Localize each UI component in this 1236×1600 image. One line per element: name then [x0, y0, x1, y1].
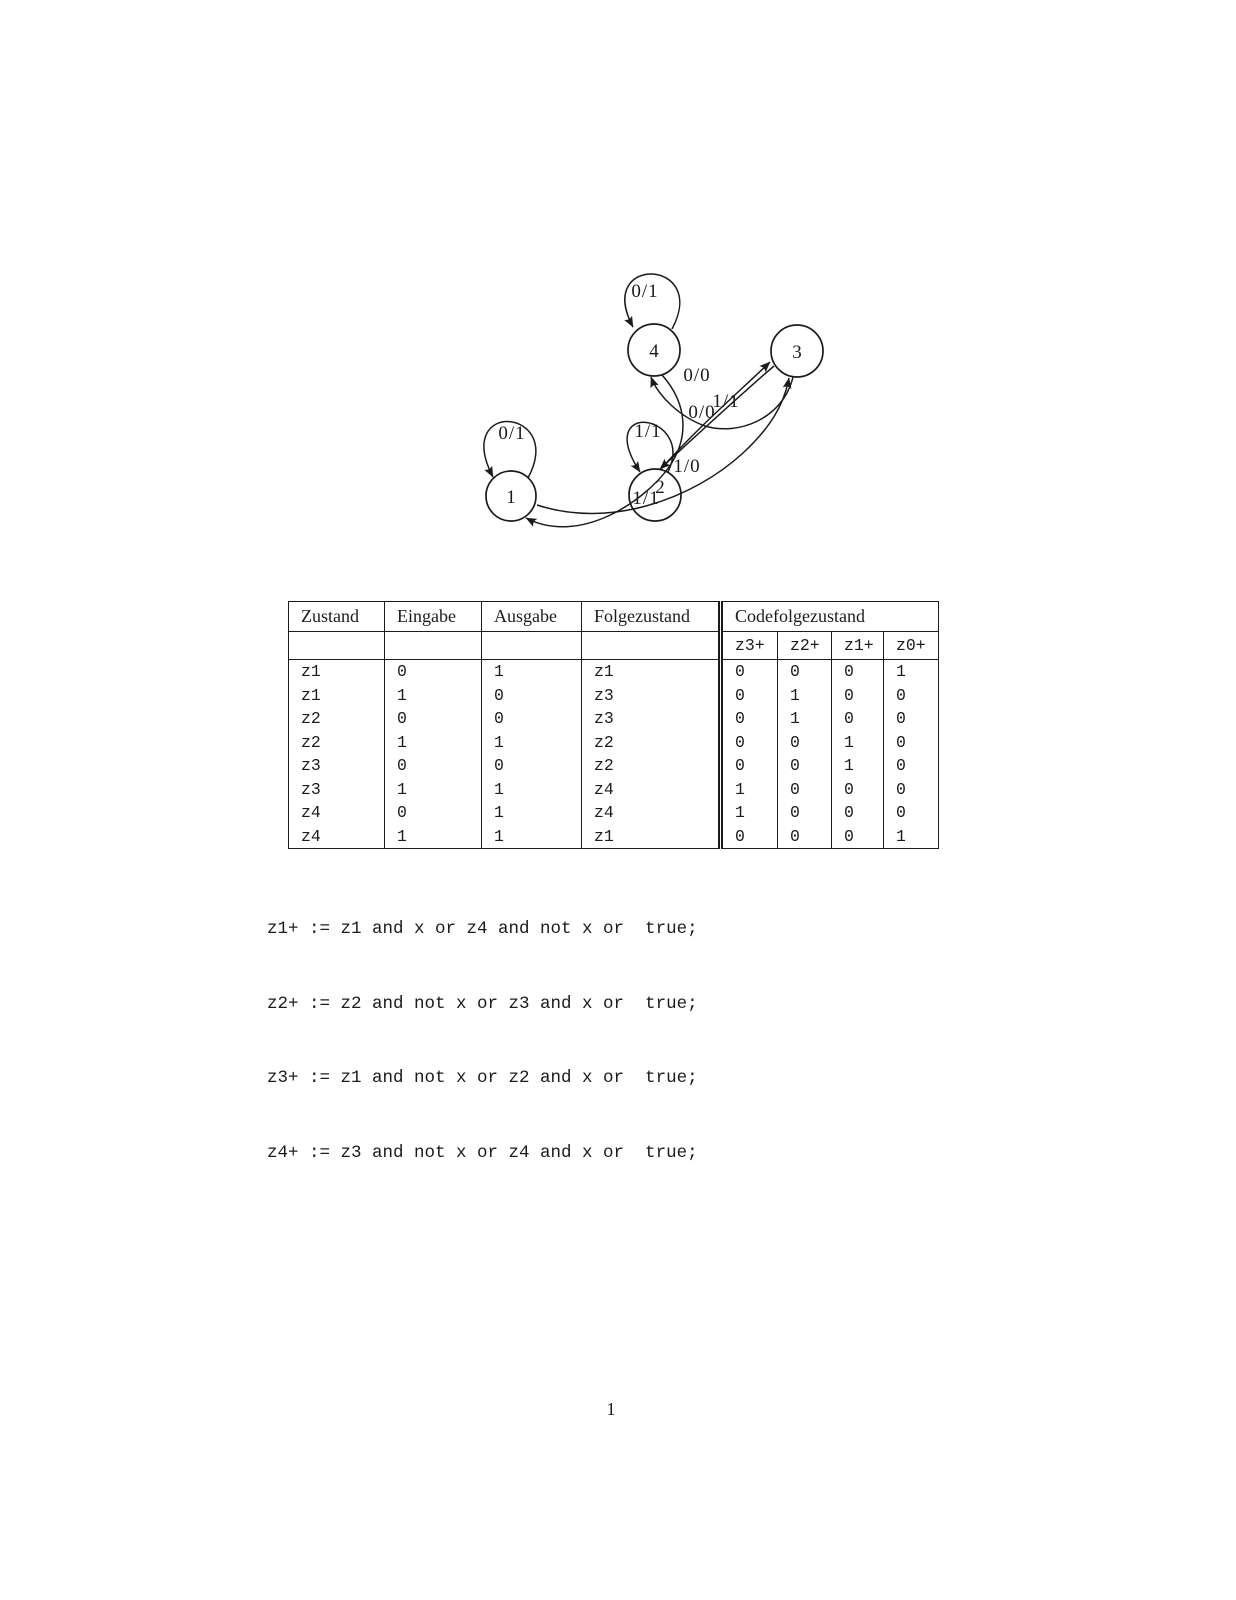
- cell: 0: [721, 754, 778, 778]
- cell: z3: [582, 684, 721, 708]
- cell: 0: [721, 825, 778, 849]
- code-line: z1+ := z1 and x or z4 and not x or true;: [267, 918, 698, 939]
- self-loop-label-1: 0/1: [498, 423, 526, 444]
- col-header-codefolgezustand: Codefolgezustand: [721, 602, 939, 632]
- col-header-folgezustand: Folgezustand: [582, 602, 721, 632]
- cell: 0: [721, 660, 778, 684]
- cell: 0: [832, 825, 884, 849]
- state-diagram: [0, 0, 1236, 580]
- cell: 0: [385, 660, 482, 684]
- table-row: [289, 825, 939, 849]
- cell: 0: [385, 754, 482, 778]
- col-header-eingabe: Eingabe: [385, 602, 482, 632]
- table-row: [289, 707, 939, 731]
- cell: z1: [289, 660, 385, 684]
- self-loop-label-4: 0/1: [631, 281, 659, 302]
- cell: z2: [289, 707, 385, 731]
- cell: 0: [778, 731, 832, 755]
- edge-label-3-4: 1/1: [712, 391, 740, 412]
- cell: 1: [832, 731, 884, 755]
- cell: z4: [289, 801, 385, 825]
- code-line: z3+ := z1 and not x or z2 and x or true;: [267, 1068, 698, 1089]
- state-label-3: 3: [792, 342, 802, 363]
- cell: 1: [482, 731, 582, 755]
- cell: z2: [289, 731, 385, 755]
- subheader-z0plus: z0+: [884, 632, 939, 660]
- col-header-zustand: Zustand: [289, 602, 385, 632]
- cell: 0: [721, 707, 778, 731]
- cell: 0: [884, 731, 939, 755]
- cell: z3: [289, 778, 385, 802]
- cell: 0: [721, 731, 778, 755]
- cell: 0: [884, 684, 939, 708]
- subheader-z3plus: z3+: [721, 632, 778, 660]
- cell: 1: [482, 801, 582, 825]
- edge-label-1-3: 1/0: [673, 456, 701, 477]
- cell: 0: [884, 801, 939, 825]
- table-row: [289, 660, 939, 684]
- cell: z4: [289, 825, 385, 849]
- cell: 0: [482, 754, 582, 778]
- page-number: 1: [606, 1399, 616, 1419]
- table-row: [289, 754, 939, 778]
- cell: 0: [778, 754, 832, 778]
- cell: 1: [482, 778, 582, 802]
- cell: 1: [721, 778, 778, 802]
- cell: 0: [832, 684, 884, 708]
- cell: 1: [832, 754, 884, 778]
- cell: 0: [778, 801, 832, 825]
- code-line: z2+ := z2 and not x or z3 and x or true;: [267, 993, 698, 1014]
- table-header-row: [289, 602, 939, 632]
- table-row: [289, 778, 939, 802]
- cell: 1: [778, 684, 832, 708]
- cell: 1: [884, 825, 939, 849]
- cell: 0: [884, 778, 939, 802]
- cell: 1: [482, 660, 582, 684]
- next-state-equations: [267, 867, 698, 1191]
- code-line: z4+ := z3 and not x or z4 and x or true;: [267, 1142, 698, 1163]
- cell: 0: [482, 707, 582, 731]
- edge-label-2-3: 0/0: [683, 365, 711, 386]
- table-row: [289, 801, 939, 825]
- cell: 1: [385, 731, 482, 755]
- edge-label-3-2: 0/0: [688, 402, 716, 423]
- cell: z2: [582, 731, 721, 755]
- state-label-1: 1: [506, 487, 516, 508]
- cell: 0: [884, 754, 939, 778]
- cell: 1: [721, 801, 778, 825]
- cell: z1: [582, 660, 721, 684]
- cell: 0: [832, 801, 884, 825]
- subheader-empty: [582, 632, 721, 660]
- table-row: [289, 731, 939, 755]
- cell: z1: [582, 825, 721, 849]
- table-subheader-row: [289, 632, 939, 660]
- cell: 1: [385, 778, 482, 802]
- col-header-ausgabe: Ausgabe: [482, 602, 582, 632]
- cell: 0: [721, 684, 778, 708]
- edge-label-4-1: 1/1: [632, 488, 660, 509]
- cell: z3: [289, 754, 385, 778]
- state-label-2: 2: [655, 477, 665, 498]
- cell: 0: [385, 801, 482, 825]
- cell: 0: [778, 778, 832, 802]
- cell: 0: [778, 825, 832, 849]
- cell: 1: [778, 707, 832, 731]
- subheader-z2plus: z2+: [778, 632, 832, 660]
- cell: 0: [884, 707, 939, 731]
- subheader-empty: [482, 632, 582, 660]
- cell: 1: [385, 684, 482, 708]
- cell: 0: [385, 707, 482, 731]
- table-row: [289, 684, 939, 708]
- cell: 0: [832, 778, 884, 802]
- cell: z1: [289, 684, 385, 708]
- cell: 1: [385, 825, 482, 849]
- cell: z4: [582, 778, 721, 802]
- subheader-empty: [289, 632, 385, 660]
- cell: 0: [778, 660, 832, 684]
- subheader-z1plus: z1+: [832, 632, 884, 660]
- transition-table: [288, 601, 939, 849]
- cell: 0: [832, 707, 884, 731]
- subheader-empty: [385, 632, 482, 660]
- cell: z3: [582, 707, 721, 731]
- cell: 0: [832, 660, 884, 684]
- self-loop-label-2: 1/1: [634, 421, 662, 442]
- cell: 1: [884, 660, 939, 684]
- cell: 1: [482, 825, 582, 849]
- cell: z2: [582, 754, 721, 778]
- state-label-4: 4: [649, 341, 659, 362]
- cell: z4: [582, 801, 721, 825]
- cell: 0: [482, 684, 582, 708]
